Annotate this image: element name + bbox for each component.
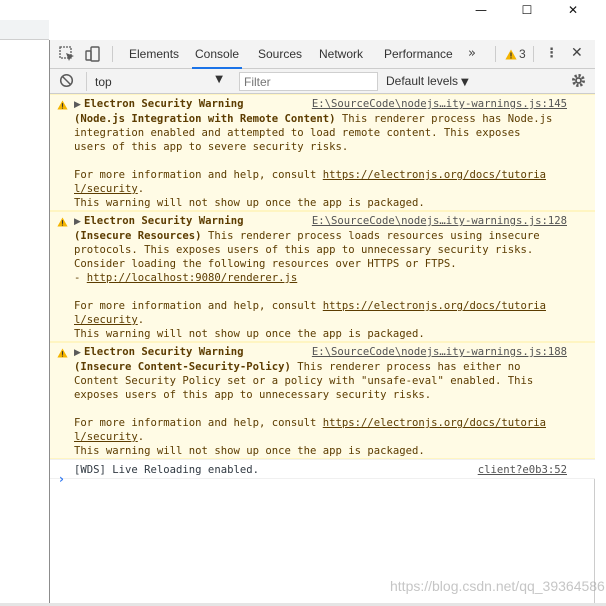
source-link[interactable]: client?e0b3:52 (477, 464, 567, 476)
close-icon: ✕ (567, 3, 579, 17)
help-link[interactable]: https://electronjs.org/docs/tutoria (322, 417, 546, 429)
chevron-down-icon: ▼ (461, 77, 469, 88)
gear-icon[interactable] (570, 72, 587, 89)
expand-triangle-icon[interactable]: ▶ (74, 217, 81, 227)
message-footer: This warning will not show up once the app is packaged. (74, 197, 425, 209)
message-text: exposes users of this app to unnecessary security risks. (74, 389, 432, 401)
levels-label: Default levels (386, 74, 459, 88)
inspect-element-icon[interactable] (58, 45, 76, 63)
warnings-counter[interactable] (505, 47, 526, 61)
help-text: . (137, 431, 145, 443)
watermark: https://blog.csdn.net/qq_39364586 (390, 578, 605, 594)
message-footer: This warning will not show up once the app is packaged. (74, 328, 425, 340)
source-link[interactable]: E:\SourceCode\nodejs…ity-warnings.js:145 (311, 98, 567, 110)
toolbar-divider (495, 46, 496, 62)
context-selector[interactable] (86, 72, 228, 91)
minimize-button[interactable] (458, 0, 504, 20)
app-page-area (0, 20, 49, 606)
customize-menu-icon[interactable]: ⋮ (545, 46, 558, 61)
warning-count: 3 (519, 47, 526, 61)
message-footer: This warning will not show up once the app is packaged. (74, 445, 425, 457)
log-text: [WDS] Live Reloading enabled. (74, 464, 259, 476)
message-text: This renderer process has either no (290, 361, 521, 373)
toolbar-divider (112, 46, 113, 62)
message-text: integration enabled and attempted to load remote content. This exposes (74, 127, 521, 139)
help-link[interactable]: https://electronjs.org/docs/tutoria (322, 300, 546, 312)
console-messages (50, 94, 595, 479)
devtools-close-icon[interactable]: ✕ (571, 45, 583, 61)
message-title: Electron Security Warning (84, 346, 244, 358)
window-close-button[interactable] (550, 0, 596, 20)
more-tabs-button[interactable]: » (468, 46, 476, 61)
devtools-panel (49, 40, 595, 603)
help-link[interactable]: l/security (74, 183, 138, 195)
console-prompt[interactable]: › (59, 472, 64, 486)
source-link[interactable]: E:\SourceCode\nodejs…ity-warnings.js:188 (311, 346, 567, 358)
warning-icon (57, 100, 68, 110)
console-filterbar (50, 69, 595, 94)
filter-input[interactable] (239, 72, 378, 91)
chevron-down-icon: ▼ (215, 74, 223, 85)
warning-icon (57, 217, 68, 227)
message-title: Electron Security Warning (84, 98, 244, 110)
tab-sources[interactable]: Sources (258, 47, 303, 61)
message-subtitle: (Insecure Content-Security-Policy) (74, 361, 291, 373)
minimize-icon: — (475, 3, 487, 17)
app-page-strip (0, 20, 49, 40)
devtools-tabbar (50, 40, 595, 69)
console-log-message (50, 459, 595, 479)
tab-network[interactable]: Network (319, 47, 364, 61)
message-subtitle: (Node.js Integration with Remote Content) (74, 113, 336, 125)
help-link[interactable]: l/security (74, 431, 138, 443)
clear-console-icon[interactable] (59, 73, 74, 88)
console-warning-message (50, 94, 595, 211)
message-text: Content Security Policy set or a policy with "unsafe-eval" enabled. This (74, 375, 534, 387)
window-titlebar (0, 0, 606, 20)
message-header[interactable] (74, 345, 567, 360)
resource-prefix: - (74, 272, 87, 284)
message-text: protocols. This exposes users of this app to unnecessary security risks. (74, 244, 534, 256)
context-value: top (95, 74, 112, 89)
expand-triangle-icon[interactable]: ▶ (74, 348, 81, 358)
console-warning-message (50, 211, 595, 342)
tab-console[interactable]: Console (192, 40, 242, 69)
message-header[interactable] (74, 214, 567, 229)
warning-icon (57, 348, 68, 358)
help-text: . (137, 183, 145, 195)
resource-link[interactable]: http://localhost:9080/renderer.js (86, 272, 298, 284)
toolbar-divider (533, 46, 534, 62)
message-text: users of this app to severe security risks. (74, 141, 349, 153)
source-link[interactable]: E:\SourceCode\nodejs…ity-warnings.js:128 (311, 215, 567, 227)
message-text: This renderer process loads resources using insecure (201, 230, 540, 242)
maximize-button[interactable] (504, 0, 550, 20)
tab-elements[interactable]: Elements (129, 47, 180, 61)
warning-icon (505, 49, 517, 60)
help-text: For more information and help, consult (74, 169, 323, 181)
tab-performance[interactable]: Performance (384, 47, 453, 61)
message-header[interactable] (74, 97, 567, 112)
message-text: Consider loading the following resources over HTTPS or FTPS. (74, 258, 457, 270)
help-link[interactable]: https://electronjs.org/docs/tutoria (322, 169, 546, 181)
console-warning-message (50, 342, 595, 459)
help-text: For more information and help, consult (74, 417, 323, 429)
help-link[interactable]: l/security (74, 314, 138, 326)
message-subtitle: (Insecure Resources) (74, 230, 202, 242)
expand-triangle-icon[interactable]: ▶ (74, 100, 81, 110)
log-levels-dropdown[interactable] (386, 74, 469, 88)
device-toolbar-icon[interactable] (84, 45, 102, 63)
maximize-icon: ☐ (521, 3, 533, 17)
help-text: For more information and help, consult (74, 300, 323, 312)
help-text: . (137, 314, 145, 326)
message-title: Electron Security Warning (84, 215, 244, 227)
message-text: This renderer process has Node.js (335, 113, 553, 125)
